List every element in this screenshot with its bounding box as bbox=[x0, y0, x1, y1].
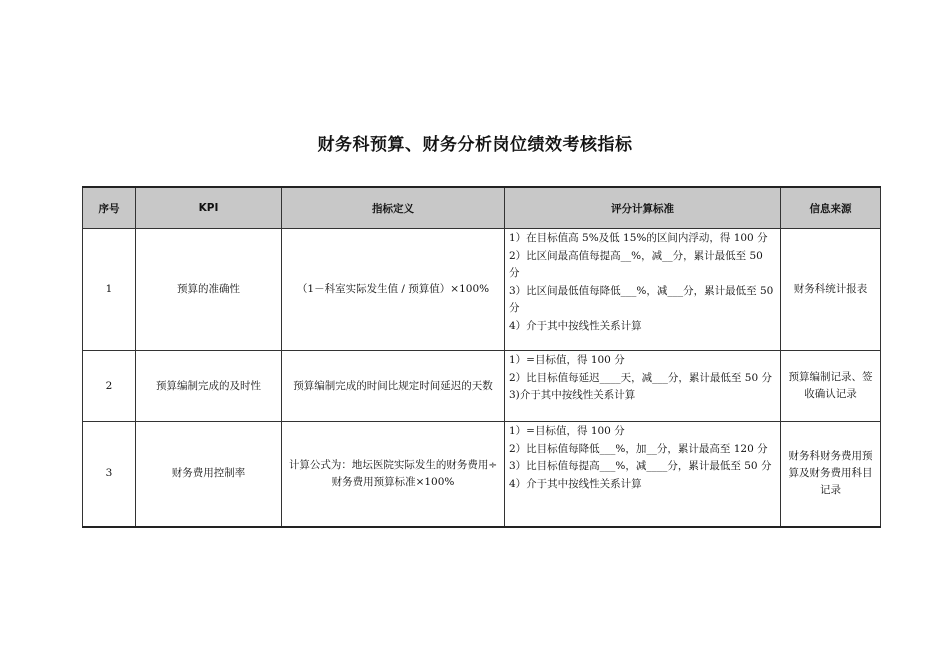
row-source: 财务科统计报表 bbox=[781, 229, 881, 351]
header-source: 信息来源 bbox=[781, 187, 881, 229]
row-kpi: 财务费用控制率 bbox=[136, 422, 282, 527]
table-row bbox=[83, 229, 881, 351]
row-standard bbox=[505, 229, 781, 351]
row-standard bbox=[505, 351, 781, 422]
document-title: 财务科预算、财务分析岗位绩效考核指标 bbox=[317, 135, 633, 155]
standard-line: 1）在目标值高 5%及低 15%的区间内浮动，得 100 分 bbox=[509, 232, 768, 244]
standard-line: 1）=目标值，得 100 分 bbox=[509, 425, 625, 437]
standard-line: 2）比目标值每延迟____天，减___分，累计最低至 50 分 bbox=[509, 371, 772, 384]
standard-line: 4）介于其中按线性关系计算 bbox=[509, 319, 642, 332]
row-kpi: 预算的准确性 bbox=[136, 229, 282, 351]
table-row bbox=[83, 422, 881, 527]
row-standard bbox=[505, 422, 781, 527]
row-source: 预算编制记录、签收确认记录 bbox=[781, 351, 881, 422]
kpi-table bbox=[82, 186, 881, 528]
header-no: 序号 bbox=[83, 187, 136, 229]
row-no: 1 bbox=[83, 229, 136, 351]
row-source: 财务科财务费用预算及财务费用科目记录 bbox=[781, 422, 881, 527]
standard-line: 4）介于其中按线性关系计算 bbox=[509, 477, 642, 490]
standard-line: 3）比目标值每提高___%，减____分，累计最低至 50 分 bbox=[509, 460, 772, 472]
standard-line: 1）=目标值，得 100 分 bbox=[509, 354, 625, 366]
standard-line: 3）比区间最低值每降低___%，减___分，累计最低至 50 分 bbox=[509, 284, 774, 314]
header-definition: 指标定义 bbox=[282, 187, 505, 229]
header-kpi: KPI bbox=[136, 187, 282, 229]
table-header-row bbox=[83, 187, 881, 229]
row-kpi: 预算编制完成的及时性 bbox=[136, 351, 282, 422]
row-no: 2 bbox=[83, 351, 136, 422]
row-definition: （1－科室实际发生值 / 预算值）×100% bbox=[282, 229, 505, 351]
row-no: 3 bbox=[83, 422, 136, 527]
row-definition: 预算编制完成的时间比规定时间延迟的天数 bbox=[282, 351, 505, 422]
standard-line: 2）比目标值每降低___%，加__分，累计最高至 120 分 bbox=[509, 442, 768, 455]
standard-line: 3)介于其中按线性关系计算 bbox=[509, 389, 636, 401]
table-row bbox=[83, 351, 881, 422]
standard-line: 2）比区间最高值每提高__%，减__分，累计最低至 50 分 bbox=[509, 249, 763, 279]
row-definition: 计算公式为：地坛医院实际发生的财务费用÷财务费用预算标准×100% bbox=[282, 422, 505, 527]
header-standard: 评分计算标准 bbox=[505, 187, 781, 229]
